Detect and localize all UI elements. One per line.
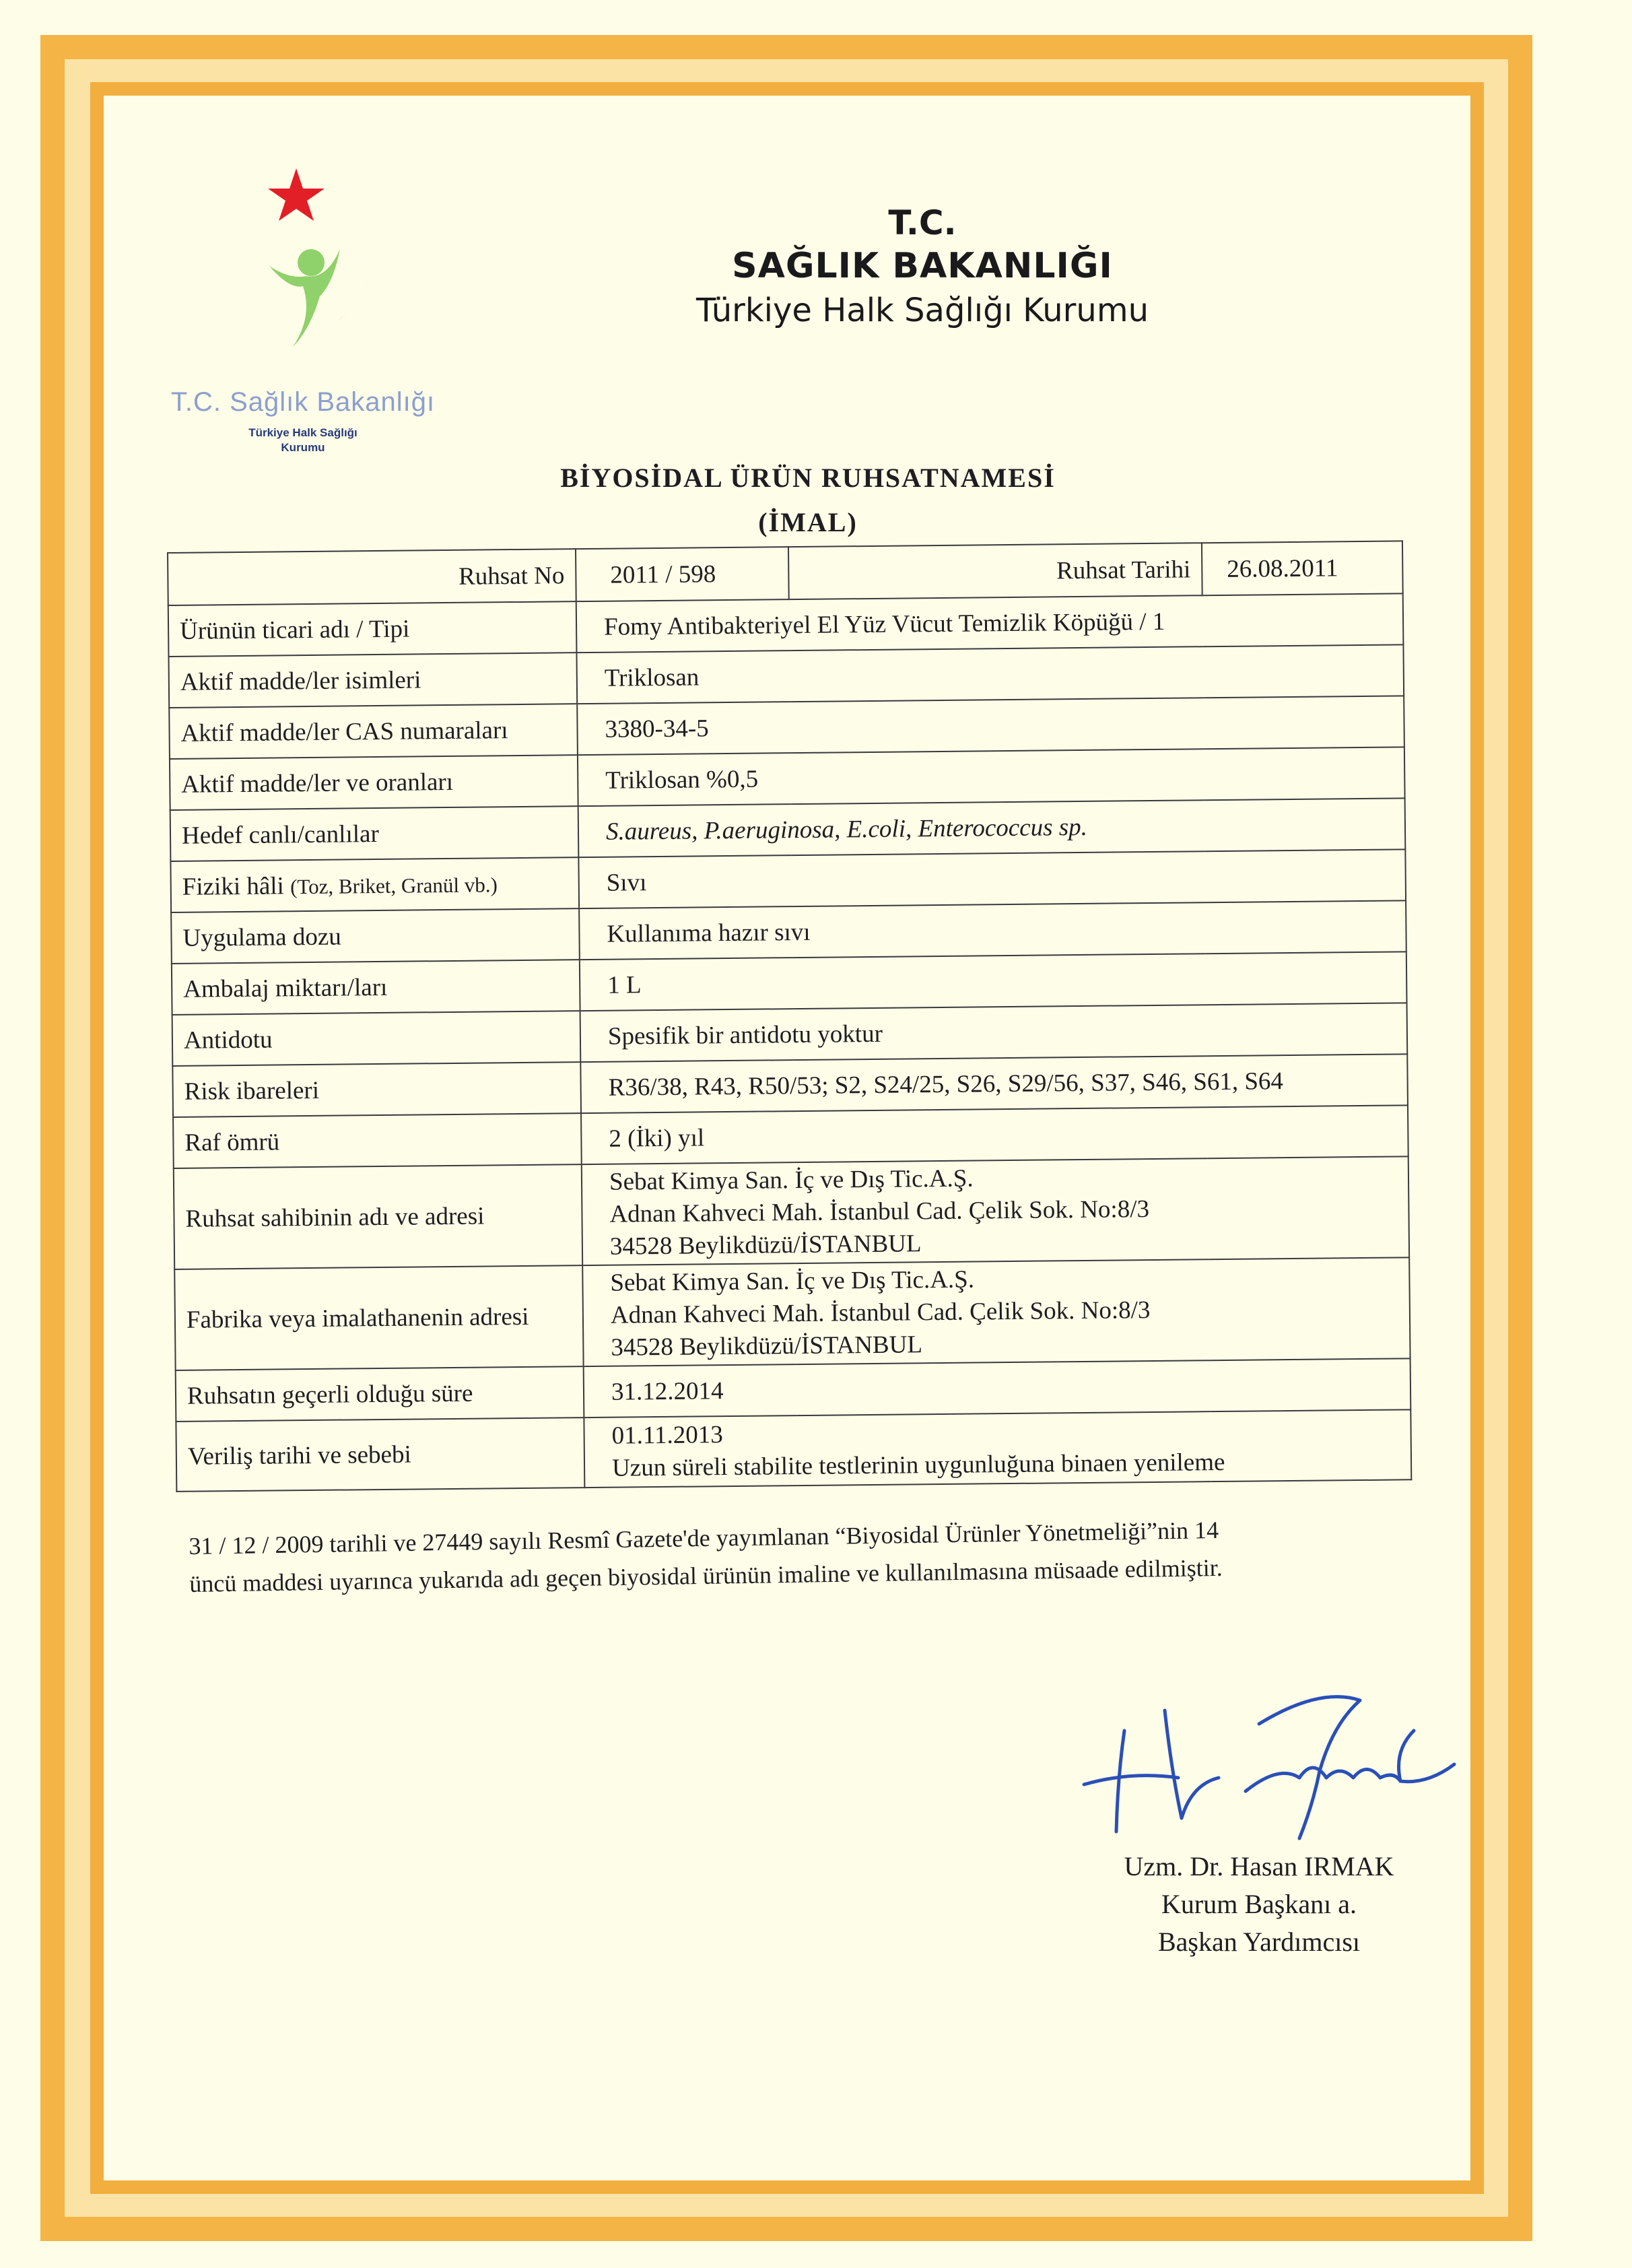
row-label: Fiziki hâli <box>182 871 285 901</box>
license-table <box>167 540 1412 1492</box>
row-value: S.aureus, P.aeruginosa, E.coli, Enterococcus sp. <box>578 798 1406 857</box>
row-value-multiline <box>582 1156 1409 1265</box>
table-row <box>176 1409 1411 1492</box>
row-value-multiline <box>582 1257 1410 1366</box>
row-value-line: Sebat Kimya San. İç ve Dış Tic.A.Ş. <box>610 1265 975 1297</box>
row-value: Fomy Antibakteriyel El Yüz Vücut Temizlik Köpüğü / 1 <box>576 593 1404 653</box>
signatory-subtitle: Başkan Yardımcısı <box>1158 1927 1360 1957</box>
row-value: Triklosan <box>576 644 1404 704</box>
handwritten-signature <box>1077 1683 1481 1845</box>
crescent-star-logo-icon <box>195 162 397 384</box>
row-label: Antidotu <box>172 1011 581 1066</box>
row-value: Spesifik bir antidotu yoktur <box>580 1003 1408 1062</box>
row-label: Aktif madde/ler CAS numaraları <box>169 704 578 759</box>
row-label: Uygulama dozu <box>171 908 580 964</box>
row-label: Risk ibareleri <box>172 1062 581 1117</box>
row-value-line: Adnan Kahveci Mah. İstanbul Cad. Çelik Sok. No:8/3 <box>610 1296 1151 1329</box>
row-value: 2 (İki) yıl <box>581 1105 1408 1164</box>
row-value: 1 L <box>580 952 1407 1011</box>
signatory-block <box>1050 1848 1468 1961</box>
row-value-line: 34528 Beylikdüzü/İSTANBUL <box>609 1230 922 1261</box>
row-value-line: Sebat Kimya San. İç ve Dış Tic.A.Ş. <box>609 1164 974 1196</box>
signatory-name: Uzm. Dr. Hasan IRMAK <box>1124 1851 1394 1881</box>
logo-institution-text: Türkiye Halk Sağlığı Kurumu <box>248 426 358 454</box>
row-label: Veriliş tarihi ve sebebi <box>176 1418 584 1492</box>
row-value-line: Adnan Kahveci Mah. İstanbul Cad. Çelik Sok. No:8/3 <box>609 1195 1150 1228</box>
row-value: Sıvı <box>578 849 1406 908</box>
logo-ministry-text: T.C. Sağlık Bakanlığı <box>170 387 436 417</box>
row-value-line: 34528 Beylikdüzü/İSTANBUL <box>611 1331 923 1362</box>
license-date-value: 26.08.2011 <box>1202 541 1403 595</box>
table-row <box>174 1156 1409 1269</box>
row-label: Ruhsatın geçerli olduğu süre <box>176 1366 584 1422</box>
row-label: Aktif madde/ler ve oranları <box>170 755 578 810</box>
row-value: R36/38, R43, R50/53; S2, S24/25, S26, S29/56, S37, S46, S61, S64 <box>580 1054 1408 1113</box>
row-value-line: 01.11.2013 <box>611 1421 723 1450</box>
header-institution: Türkiye Halk Sağlığı Kurumu <box>695 292 1149 329</box>
row-label: Ambalaj miktarı/ları <box>172 960 580 1015</box>
signatory-title: Kurum Başkanı a. <box>1161 1889 1357 1919</box>
license-no-value: 2011 / 598 <box>576 547 789 601</box>
row-label: Hedef canlı/canlılar <box>170 806 579 861</box>
row-value-multiline <box>584 1409 1411 1488</box>
header-ministry: SAĞLIK BAKANLIĞI <box>732 246 1113 286</box>
row-label: Ürünün ticari adı / Tipi <box>168 601 577 657</box>
row-value: 3380-34-5 <box>577 696 1404 755</box>
license-date-label: Ruhsat Tarihi <box>788 543 1202 599</box>
header-country: T.C. <box>888 203 957 242</box>
declaration-line: üncü maddesi uyarınca yukarıda adı geçen biyosidal ürünün imaline ve kullanılmasına müsaade edilmiştir. <box>189 1554 1223 1597</box>
document-header <box>646 202 1198 333</box>
row-label: Raf ömrü <box>173 1113 582 1168</box>
row-value: Kullanıma hazır sıvı <box>579 900 1406 960</box>
license-no-label: Ruhsat No <box>168 549 576 605</box>
row-label-note: (Toz, Briket, Granül vb.) <box>290 872 498 898</box>
document-subtitle: (İMAL) <box>758 507 858 537</box>
row-label: Ruhsat sahibinin adı ve adresi <box>174 1164 582 1269</box>
ministry-logo <box>162 162 458 471</box>
row-value: Triklosan %0,5 <box>578 747 1405 806</box>
table-row <box>174 1257 1410 1370</box>
row-label-cell <box>170 857 579 912</box>
row-label: Aktif madde/ler isimleri <box>168 653 577 708</box>
declaration-line: 31 / 12 / 2009 tarihli ve 27449 sayılı Resmî Gazete'de yayımlanan “Biyosidal Ürünler Yönetmeliği”nin 14 <box>189 1516 1219 1560</box>
row-label: Fabrika veya imalathanenin adresi <box>174 1265 583 1370</box>
row-value-line: Uzun süreli stabilite testlerinin uygunluğuna binaen yenileme <box>611 1448 1225 1482</box>
row-value: 31.12.2014 <box>584 1358 1411 1418</box>
document-title: BİYOSİDAL ÜRÜN RUHSATNAMESİ <box>560 463 1056 493</box>
